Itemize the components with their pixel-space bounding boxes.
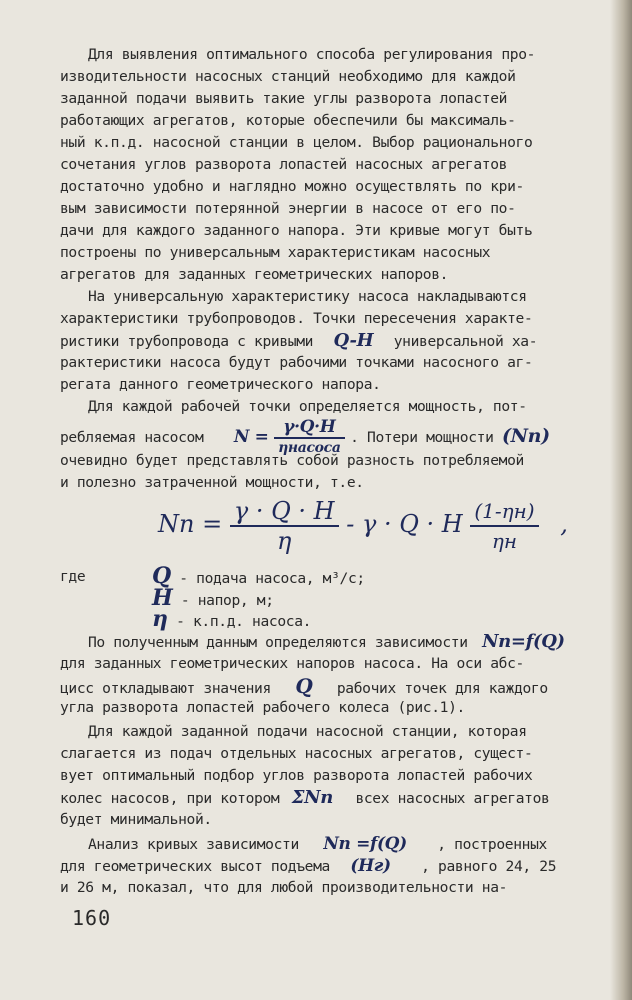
symbol-eta: η xyxy=(152,606,168,632)
formula-minus: - xyxy=(346,510,355,538)
text-fragment: , построенных xyxy=(437,836,547,853)
formula-denominator: ηнасоса xyxy=(278,439,341,456)
where-label: где xyxy=(60,568,86,585)
text-line xyxy=(88,632,565,653)
text-line: заданной подачи выявить такие углы разворота лопастей xyxy=(60,90,508,107)
text-line: сочетания углов разворота лопастей насосных агрегатов xyxy=(60,156,508,173)
formula-comma: , xyxy=(560,510,568,538)
handwritten-hg: (Hг) xyxy=(350,856,391,876)
text-fragment: для геометрических высот подъема xyxy=(60,858,330,875)
formula-lhs: Nп = xyxy=(158,510,223,538)
text-line: и полезно затраченной мощности, т.е. xyxy=(60,474,364,491)
text-line xyxy=(60,788,549,809)
formula-lhs: N = xyxy=(233,427,269,447)
text-line: На универсальную характеристику насоса накладываются xyxy=(88,288,527,305)
text-line: будет минимальной. xyxy=(60,811,212,828)
formula-numerator: γ·Q·H xyxy=(274,419,344,439)
text-fragment: . Потери мощности xyxy=(350,429,494,446)
text-line: Для выявления оптимального способа регулирования про- xyxy=(88,46,536,63)
symbol-q: Q xyxy=(152,563,171,589)
text-line: вует оптимальный подбор углов разворота лопастей рабочих xyxy=(60,767,533,784)
formula-denominator: η xyxy=(277,526,292,555)
text-fragment: всех насосных агрегатов xyxy=(355,790,550,807)
legend-text: - подача насоса, м³/с; xyxy=(179,570,365,587)
text-line: ный к.п.д. насосной станции в целом. Выбор рационального xyxy=(60,134,533,151)
text-line: построены по универсальным характеристикам насосных xyxy=(60,244,491,261)
formula-fraction-2 xyxy=(470,498,538,554)
text-fragment: универсальной ха- xyxy=(393,333,538,350)
text-line: угла разворота лопастей рабочего колеса (рис.1). xyxy=(60,699,465,716)
text-fragment: По полученным данным определяются зависимости xyxy=(88,634,468,651)
text-line: характеристики трубопроводов. Точки пересечения характе- xyxy=(60,310,533,327)
text-line: агрегатов для заданных геометрических напоров. xyxy=(60,266,449,283)
text-line: изводительности насосных станций необходимо для каждой xyxy=(60,68,516,85)
text-line: слагается из подач отдельных насосных агрегатов, сущест- xyxy=(60,745,533,762)
handwritten-q: Q xyxy=(295,674,313,698)
legend-text: - к.п.д. насоса. xyxy=(176,613,312,630)
formula-numerator: γ · Q · H xyxy=(230,498,339,527)
page-edge-shadow xyxy=(610,0,632,1000)
text-line: рактеристики насоса будут рабочими точками насосного аг- xyxy=(60,354,533,371)
formula-fraction-1 xyxy=(230,498,339,554)
handwritten-sum-np: ΣNп xyxy=(291,787,333,808)
text-fragment: Анализ кривых зависимости xyxy=(88,836,299,853)
text-fragment: , равного 24, 25 xyxy=(421,858,557,875)
text-line xyxy=(60,856,556,877)
text-line xyxy=(60,676,548,699)
text-line: и 26 м, показал, что для любой производительности на- xyxy=(60,879,508,896)
handwritten-q-h: Q-H xyxy=(333,330,374,351)
text-line xyxy=(88,834,547,855)
text-line: Для каждой заданной подачи насосной станции, которая xyxy=(88,723,527,740)
formula-denominator: ηн xyxy=(491,528,518,553)
text-line: для заданных геометрических напоров насоса. На оси абс- xyxy=(60,655,524,672)
text-fragment: рабочих точек для каждого xyxy=(336,680,548,697)
text-line: дачи для каждого заданного напора. Эти кривые могут быть xyxy=(60,222,533,239)
text-line xyxy=(60,416,550,456)
handwritten-np-fq: Nп=f(Q) xyxy=(482,631,565,652)
text-line: достаточно удобно и наглядно можно осуществлять по кри- xyxy=(60,178,524,195)
formula-middle: γ · Q · H xyxy=(361,510,463,538)
text-line: очевидно будет представлять собой разность потребляемой xyxy=(60,452,524,469)
text-fragment: цисс откладывают значения xyxy=(60,680,271,697)
handwritten-np-fq-2: Nп =f(Q) xyxy=(323,834,407,854)
text-line: регата данного геометрического напора. xyxy=(60,376,381,393)
text-fragment: ребляемая насосом xyxy=(60,429,204,446)
symbol-h: H xyxy=(152,585,173,611)
page-number: 160 xyxy=(72,906,112,930)
text-line xyxy=(60,331,537,352)
power-loss-formula xyxy=(158,494,568,554)
legend-row-eta xyxy=(152,607,311,634)
text-fragment: колес насосов, при котором xyxy=(60,790,280,807)
text-line: работающих агрегатов, которые обеспечили бы максималь- xyxy=(60,112,516,129)
text-line: Для каждой рабочей точки определяется мощность, пот- xyxy=(88,398,527,415)
text-fragment: ристики трубопровода с кривыми xyxy=(60,333,314,350)
handwritten-n-loss: (Nп) xyxy=(502,425,550,447)
formula-numerator: (1-ηн) xyxy=(470,498,538,527)
text-line: вым зависимости потерянной энергии в насосе от его по- xyxy=(60,200,516,217)
legend-text: - напор, м; xyxy=(180,592,274,609)
